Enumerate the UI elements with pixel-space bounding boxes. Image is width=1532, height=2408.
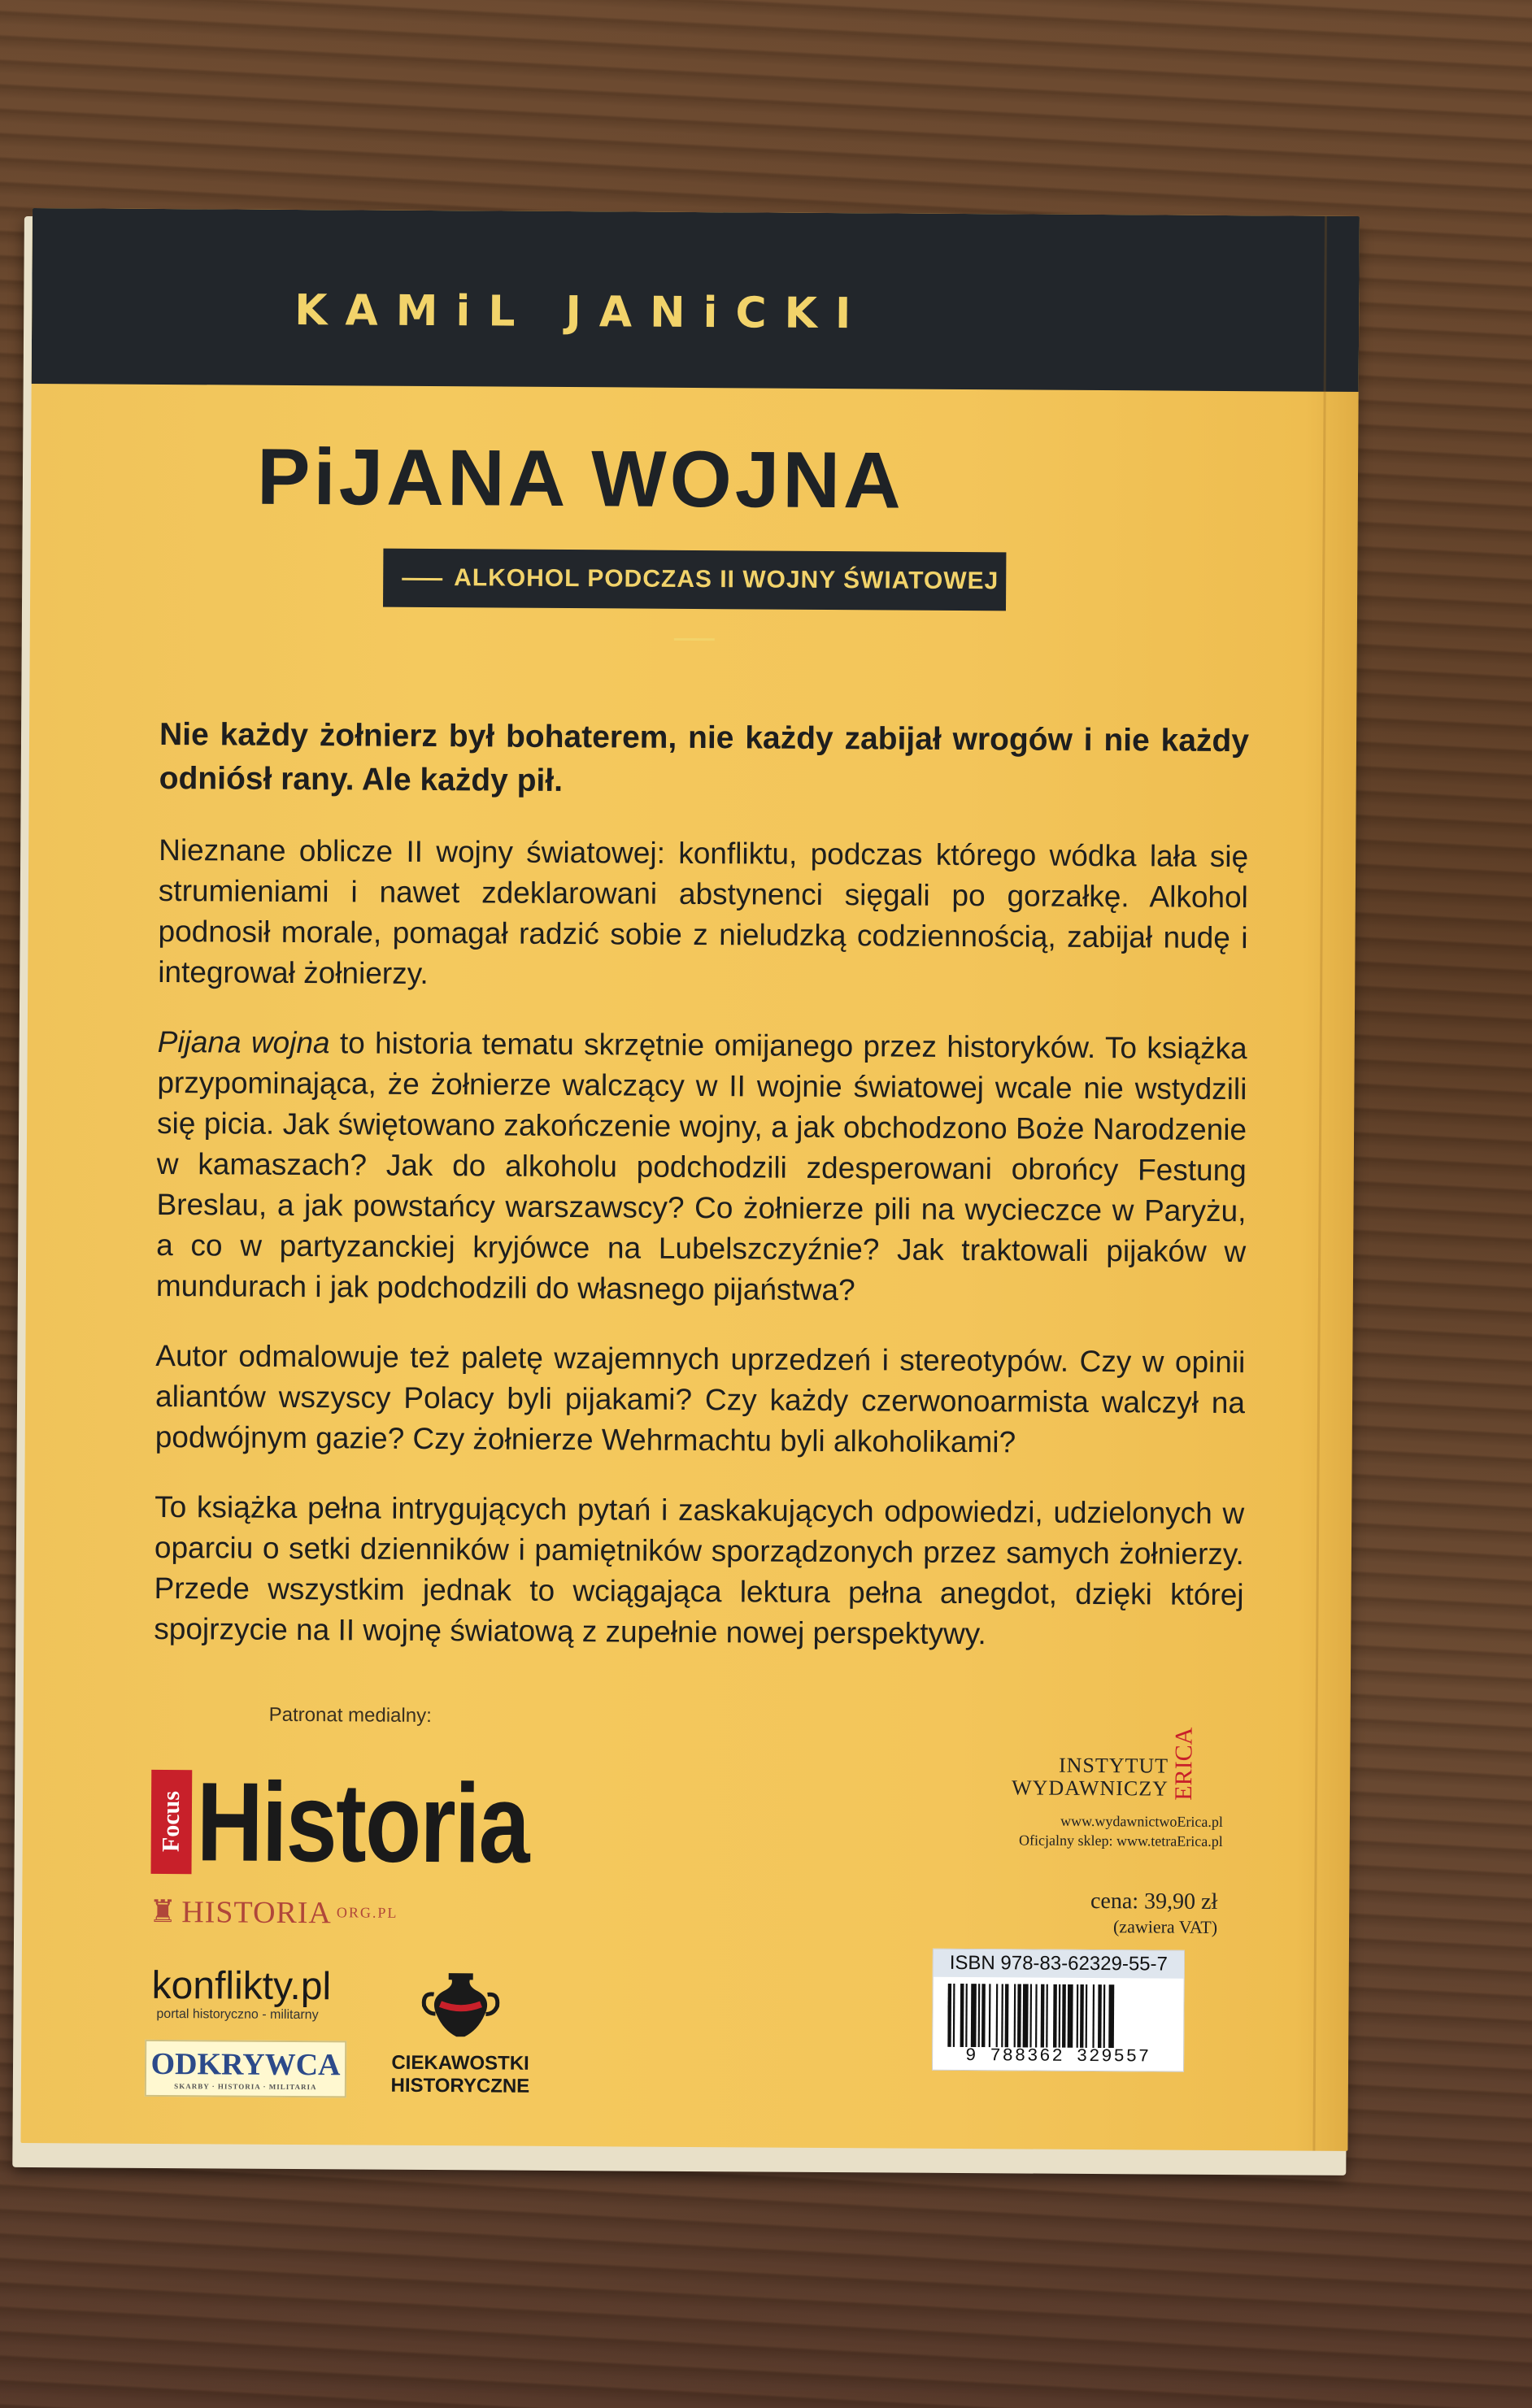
ciekawostki-line-2: HISTORYCZNE [390,2074,530,2097]
blurb-title-italic: Pijana wojna [157,1024,330,1060]
konflikty-logo [151,1965,331,2023]
publisher-line-2: WYDAWNICZY [1012,1776,1169,1801]
historia-org-name: HISTORIA [181,1894,333,1930]
barcode-bar [996,1984,999,2047]
barcode-bar [1077,1984,1079,2048]
barcode-bar [1053,1984,1057,2048]
barcode-bar [1108,1984,1114,2048]
barcode-bar [1005,1984,1009,2047]
focus-historia-logo [150,1759,602,1887]
konflikty-tagline: portal historyczno - militarny [156,2006,319,2023]
patronat-label: Patronat medialny: [268,1703,432,1728]
publisher-block [1012,1726,1224,1851]
blurb-lead: Nie każdy żołnierz był bohaterem, nie każdy zabijał wrogów i nie każdy odniósł rany. Ale każdy pił. [159,716,1250,798]
barcode-bar [989,1984,991,2047]
price-vat: (zawiera VAT) [1112,1916,1218,1937]
isbn-barcode [932,1949,1185,2072]
publisher-urls [1012,1810,1223,1851]
barcode-bar [1029,1984,1032,2048]
book-subtitle [383,549,1006,611]
barcode-bar [1023,1984,1029,2047]
focus-tag: Focus [150,1770,192,1874]
barcode-bar [1014,1984,1016,2047]
publisher-name [1012,1754,1169,1800]
publisher-line-1: INSTYTUT [1058,1753,1169,1778]
blurb [154,713,1249,1685]
barcode-bar [1041,1984,1045,2048]
dash-right [674,637,715,640]
back-cover [20,208,1360,2151]
publisher-url-2: Oficjalny sklep: www.tetraErica.pl [1018,1832,1223,1849]
publisher-url-1: www.wydawnictwoErica.pl [1060,1812,1223,1830]
price-amount: cena: 39,90 zł [1090,1888,1218,1915]
odkrywca-name: ODKRYWCA [150,2046,341,2083]
barcode-bar [1046,1984,1048,2048]
blurb-paragraph-2-text: to historia tematu skrzętnie omijanego przez historyków. To książka przypominająca, że żołnierze walczący w II wojnie światowej wcale nie wstydzili się picia. Jak świętowano zakończenie wojny, a jak obchodzono Boże Narodzenie w kamaszach? Jak do alkoholu podchodzili zdesperowani obrońcy Festung Breslau, a jak powstańcy warszawscy? Co żołnierze pili na wycieczce w Paryżu, a co w partyzanckiej kryjówce na Lubelszczyźnie? Jak traktowali pijaków w mundurach i jak podchodzili do własnego pijaństwa? [155,1026,1247,1307]
publisher-erica: ERICA [1169,1727,1198,1801]
barcode-bar [1035,1984,1038,2048]
subtitle-text: ALKOHOL PODCZAS II WOJNY ŚWIATOWEJ [454,564,999,595]
price-block [1071,1888,1217,1939]
barcode-bar [1080,1984,1084,2048]
blurb-paragraph-4: To książka pełna intrygujących pytań i zaskakujących odpowiedzi, udzielonych w oparciu o setki dzienników i pamiętników sporządzonych przez samych żołnierzy. Przede wszystkim jednak to wciągająca lektura pełna anegdot, dzięki której spojrzycie na II wojnę światową z zupełnie nowej perspektywy. [154,1489,1245,1651]
barcode-bar [1086,1984,1088,2048]
barcode-bar [1017,1984,1021,2047]
soldier-icon: ♜ [149,1894,177,1930]
konflikty-name: konflikty.pl [151,1963,332,2009]
dash-left [402,577,442,580]
isbn-digits: 9 788362 329557 [965,2045,1151,2067]
ciekawostki-logo [371,1967,551,2098]
barcode-bar [1062,1984,1066,2048]
barcode-bar [965,1984,968,2047]
isbn-label: ISBN 978-83-62329-55-7 [934,1949,1184,1979]
barcode-bar [978,1984,981,2047]
barcode-bar [1092,1984,1095,2048]
barcode-bar [1098,1984,1102,2048]
odkrywca-sub: SKARBY · HISTORIA · MILITARIA [174,2082,317,2092]
barcode-bar [1068,1984,1073,2048]
blurb-paragraph-3: Autor odmalowuje też paletę wzajemnych uprzedzeń i stereotypów. Czy w opinii aliantów wszyscy Polacy byli pijakami? Czy każdy czerwonoarmista walczył na podwójnym gazie? Czy żołnierze Wehrmachtu byli alkoholikami? [155,1338,1246,1459]
book-title: PiJANA WOJNA [256,431,905,525]
historia-org-suffix: ORG.PL [336,1904,398,1921]
blurb-paragraph-1: Nieznane oblicze II wojny światowej: konfliktu, podczas którego wódka lała się strumieniami i nawet zdeklarowani abstynenci sięgali po gorzałkę. Alkohol podnosił morale, pomagał radzić sobie z nieludzką codziennością, zabijał nudę i integrował żołnierzy. [158,832,1249,990]
barcode-bar [947,1984,951,2047]
book [20,208,1360,2164]
barcode-bar [1059,1984,1061,2048]
historia-word: Historia [196,1759,529,1887]
barcode-bar [981,1984,986,2047]
barcode-bar [953,1984,955,2047]
ciekawostki-line-1: CIEKAWOSTKI [391,2051,529,2075]
barcode-bar [960,1984,964,2047]
barcode-bar [971,1984,977,2047]
odkrywca-logo [145,2040,346,2098]
barcode-bars [947,1984,1167,2049]
author-name: KAMiL JANiCKI [294,285,869,339]
publisher-logo [1012,1726,1224,1801]
historia-org-logo [149,1893,398,1932]
barcode-bar [1001,1984,1003,2047]
blurb-paragraph-2 [156,1022,1247,1313]
amphora-icon [416,1967,506,2049]
barcode-bar [1103,1984,1106,2048]
